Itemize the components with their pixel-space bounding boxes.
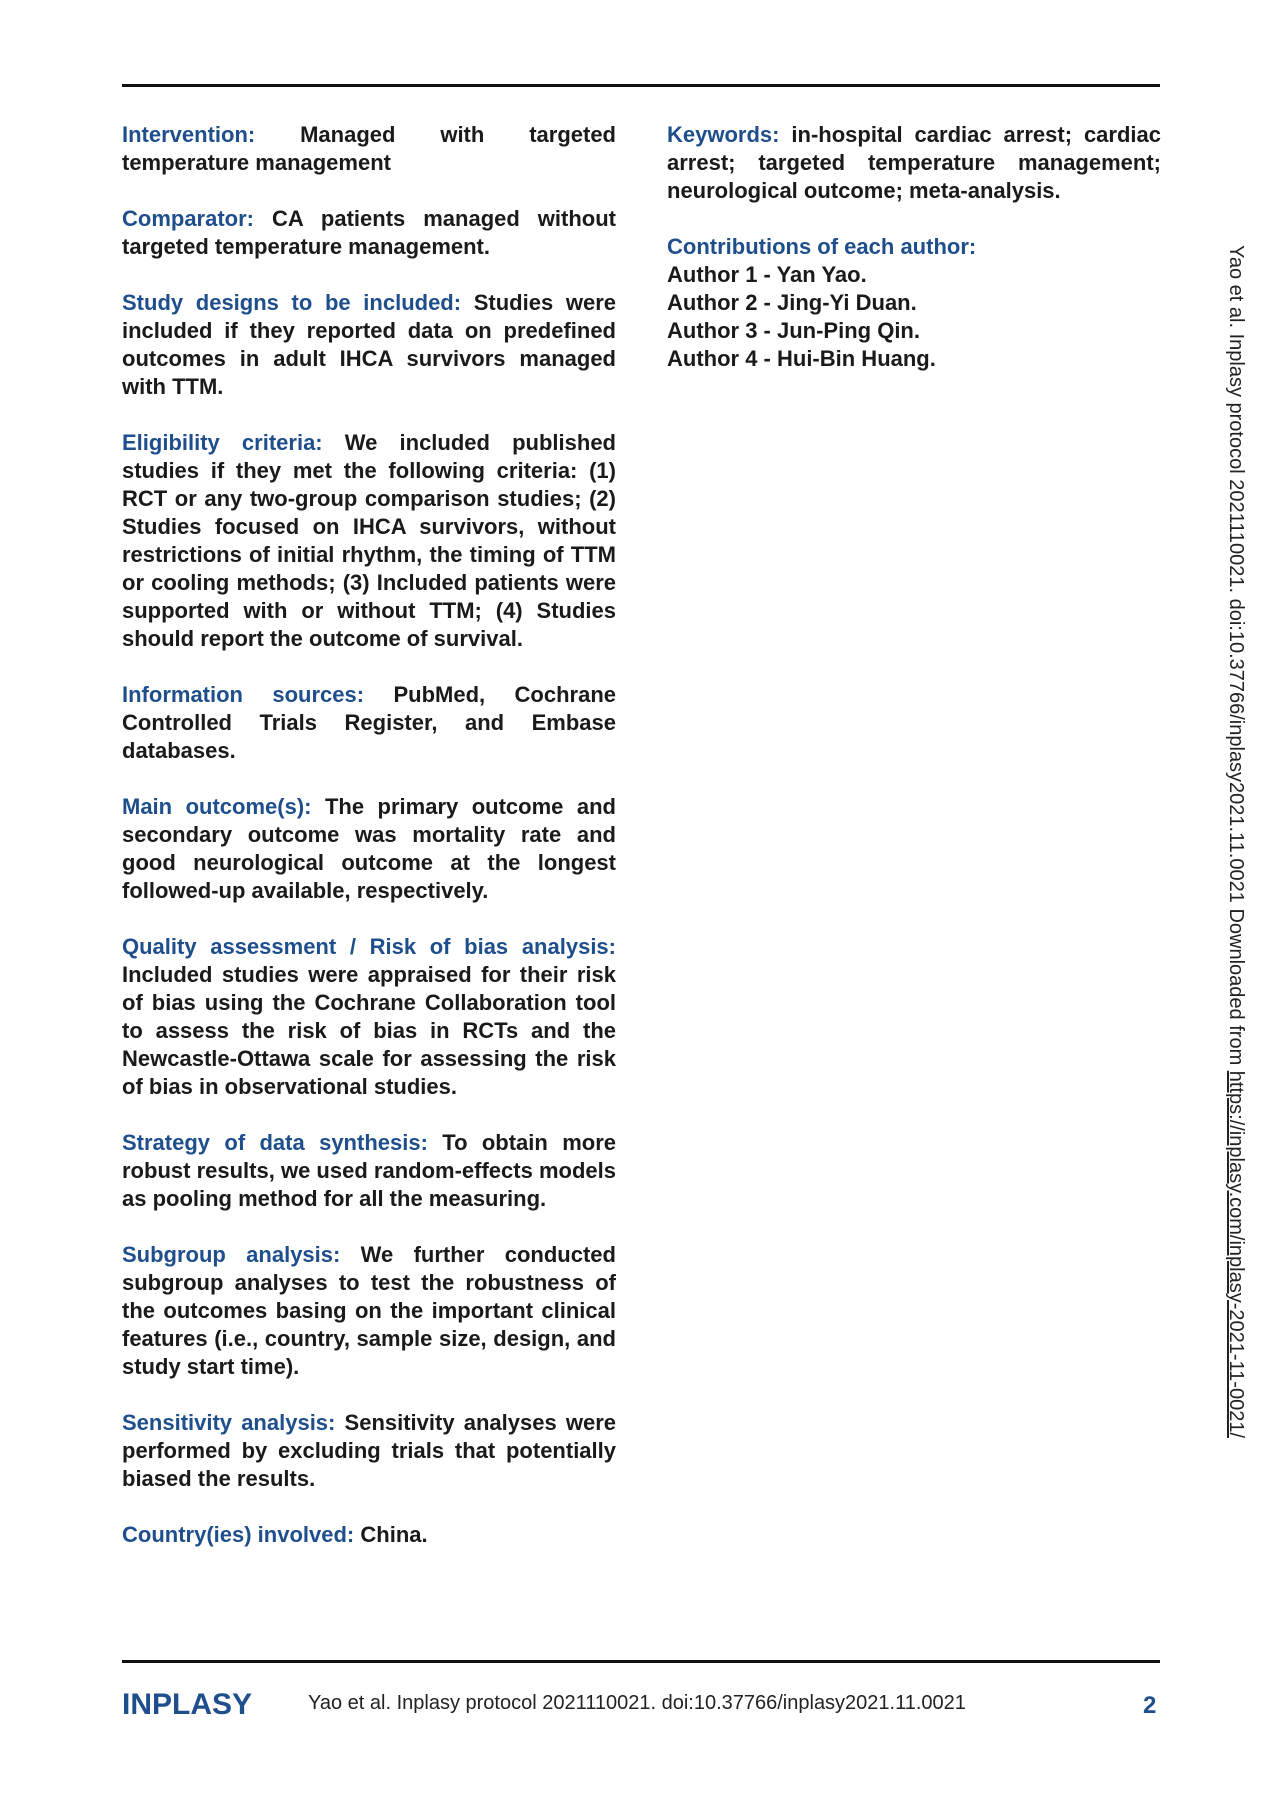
section-text: We included published studies if they met the following criteria: (1) RCT or any two-group comparison studies; (2) Studies focused on IHCA survivors, without restrictions of initial rhythm, the timing of TTM or cooling methods; (3) Included patients were supported with or without TTM; (4) Studies should report the outcome of survival. (122, 430, 616, 651)
section-label: Main outcome(s): (122, 794, 312, 819)
right-column (667, 121, 1161, 401)
section-text: PubMed, Cochrane Controlled Trials Register, and Embase databases. (122, 682, 617, 763)
page-number: 2 (1143, 1692, 1157, 1719)
study-designs-section (122, 289, 616, 401)
eligibility-section (122, 429, 616, 653)
section-text: in-hospital cardiac arrest; cardiac arrest; targeted temperature management; neurological outcome; meta-analysis. (667, 122, 1161, 203)
author-item: Author 4 - Hui-Bin Huang. (667, 346, 936, 371)
section-label: Contributions of each author: (667, 234, 977, 259)
section-label: Country(ies) involved: (122, 1522, 355, 1547)
section-text: The primary outcome and secondary outcome was mortality rate and good neurological outcome at the longest followed-up available, respectively. (122, 794, 616, 903)
footer-brand-logo: INPLASY (122, 1688, 253, 1721)
section-text: Sensitivity analyses were performed by excluding trials that potentially biased the results. (122, 1410, 616, 1491)
section-text: We further conducted subgroup analyses to test the robustness of the outcomes basing on the important clinical features (i.e., country, sample size, design, and study start time). (122, 1242, 616, 1379)
section-label: Subgroup analysis: (122, 1242, 341, 1267)
left-column (122, 121, 616, 1577)
contributions-section (667, 233, 1161, 373)
author-item: Author 1 - Yan Yao. (667, 262, 867, 287)
keywords-section (667, 121, 1161, 205)
data-synthesis-section (122, 1129, 616, 1213)
top-rule (122, 84, 1160, 87)
section-text: China. (360, 1522, 428, 1547)
section-label: Comparator: (122, 206, 255, 231)
side-note-text: Yao et al. Inplasy protocol 2021110021. doi:10.37766/inplasy2021.11.0021 Downloaded from (1225, 245, 1247, 1071)
countries-section (122, 1521, 616, 1549)
sensitivity-analysis-section (122, 1409, 616, 1493)
side-download-note (1224, 245, 1247, 1438)
information-sources-section (122, 681, 616, 765)
bottom-rule (122, 1660, 1160, 1663)
section-label: Intervention: (122, 122, 256, 147)
section-text: CA patients managed without targeted temperature management. (122, 206, 616, 259)
author-item: Author 2 - Jing-Yi Duan. (667, 290, 917, 315)
section-label: Quality assessment / Risk of bias analysis: (122, 934, 616, 959)
section-label: Eligibility criteria: (122, 430, 323, 455)
section-label: Strategy of data synthesis: (122, 1130, 428, 1155)
section-text: Managed with targeted temperature management (122, 122, 616, 175)
section-text: To obtain more robust results, we used random-effects models as pooling method for all the measuring. (122, 1130, 616, 1211)
quality-assessment-section (122, 933, 616, 1101)
section-text: Studies were included if they reported data on predefined outcomes in adult IHCA survivors managed with TTM. (122, 290, 616, 399)
intervention-section (122, 121, 616, 177)
footer-citation: Yao et al. Inplasy protocol 2021110021. doi:10.37766/inplasy2021.11.0021 (308, 1692, 966, 1714)
subgroup-analysis-section (122, 1241, 616, 1381)
section-label: Sensitivity analysis: (122, 1410, 336, 1435)
download-link[interactable]: https://inplasy.com/inplasy-2021-11-0021/ (1225, 1070, 1247, 1439)
author-item: Author 3 - Jun-Ping Qin. (667, 318, 920, 343)
section-label: Keywords: (667, 122, 780, 147)
main-outcomes-section (122, 793, 616, 905)
section-label: Study designs to be included: (122, 290, 462, 315)
comparator-section (122, 205, 616, 261)
section-label: Information sources: (122, 682, 365, 707)
section-text: Included studies were appraised for their risk of bias using the Cochrane Collaboration tool to assess the risk of bias in RCTs and the Newcastle-Ottawa scale for assessing the risk of bias in observational studies. (122, 962, 616, 1099)
